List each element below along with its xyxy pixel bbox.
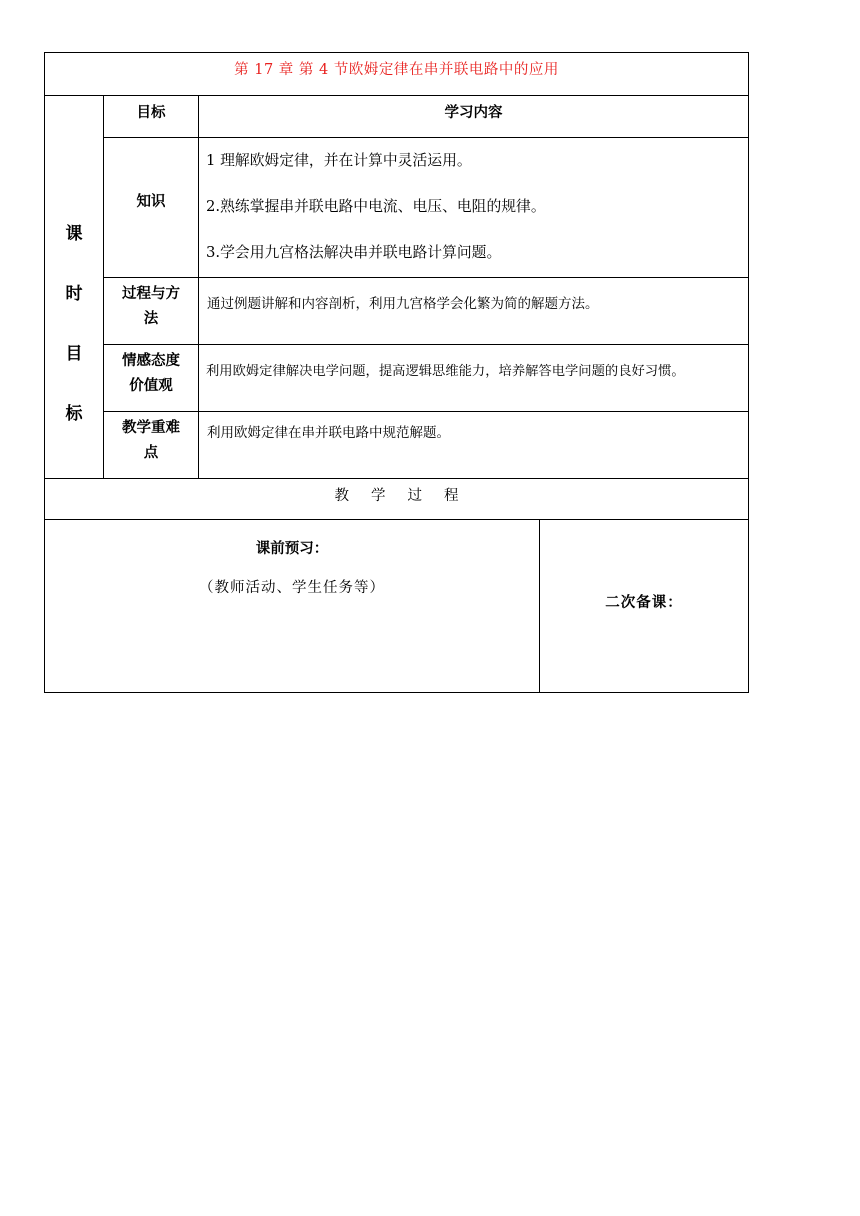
- difficulty-content: 利用欧姆定律在串并联电路中规范解题。: [207, 425, 450, 441]
- header-content-cell: [198, 95, 749, 138]
- values-label-line: 价值观: [129, 377, 173, 394]
- lesson-title: 第 17 章 第 4 节欧姆定律在串并联电路中的应用: [234, 62, 559, 78]
- process-title: 教学过程: [334, 488, 481, 504]
- method-content: 通过例题讲解和内容剖析，利用九宫格学会化繁为简的解题方法。: [207, 296, 599, 312]
- method-label-cell: [103, 277, 199, 345]
- header-content: 学习内容: [444, 104, 503, 121]
- header-goal: 目标: [136, 104, 166, 121]
- side-label-char: 目: [65, 344, 83, 364]
- values-label-cell: [103, 344, 199, 412]
- difficulty-label-line: 点: [143, 444, 159, 461]
- second-prep-cell: [539, 519, 749, 693]
- side-label-char: 课: [65, 224, 83, 244]
- side-label-char: 时: [65, 284, 83, 304]
- preview-note: （教师活动、学生任务等）: [199, 580, 385, 596]
- knowledge-line: 2.熟练掌握串并联电路中电流、电压、电阻的规律。: [206, 198, 546, 215]
- knowledge-line: 3.学会用九宫格法解决串并联电路计算问题。: [206, 244, 502, 261]
- knowledge-label-cell: [103, 137, 199, 278]
- difficulty-label-line: 教学重难: [122, 419, 180, 436]
- preview-cell: [44, 519, 540, 693]
- side-label-cell: [44, 95, 104, 479]
- side-label-char: 标: [65, 404, 83, 424]
- preview-title: 课前预习：: [255, 540, 329, 557]
- knowledge-content-cell: [198, 137, 749, 278]
- header-goal-cell: [103, 95, 199, 138]
- difficulty-label-cell: [103, 411, 199, 479]
- knowledge-line: 1 理解欧姆定律，并在计算中灵活运用。: [206, 152, 472, 169]
- method-content-cell: [198, 277, 749, 345]
- second-prep-label: 二次备课：: [605, 594, 683, 611]
- values-content: 利用欧姆定律解决电学问题，提高逻辑思维能力，培养解答电学问题的良好习惯。: [206, 364, 685, 379]
- title-row: [44, 52, 749, 96]
- process-title-row: [44, 478, 749, 520]
- method-label-line: 过程与方: [122, 285, 180, 302]
- knowledge-label: 知识: [136, 193, 166, 210]
- side-label: [45, 204, 103, 444]
- lesson-plan-table: [44, 52, 749, 693]
- values-content-cell: [198, 344, 749, 412]
- method-label-line: 法: [143, 310, 159, 327]
- difficulty-content-cell: [198, 411, 749, 479]
- values-label-line: 情感态度: [122, 352, 180, 369]
